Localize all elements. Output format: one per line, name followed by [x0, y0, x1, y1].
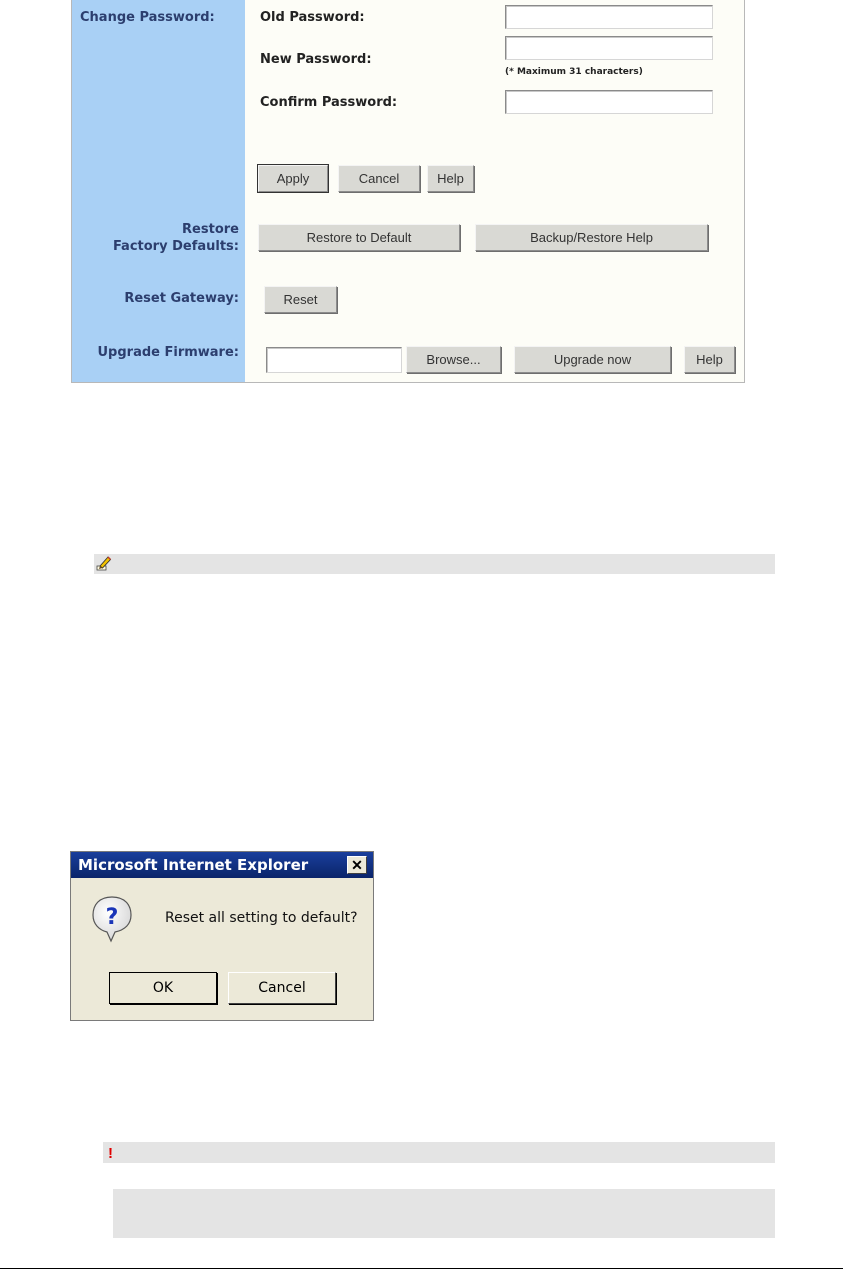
- restore-default-button[interactable]: Restore to Default: [258, 224, 460, 251]
- browse-button[interactable]: Browse...: [406, 346, 501, 373]
- dialog-message: Reset all setting to default?: [165, 910, 358, 926]
- reset-button[interactable]: Reset: [264, 286, 337, 313]
- reset-gateway-label: Reset Gateway:: [124, 291, 239, 306]
- restore-label-line2: Factory Defaults:: [112, 239, 239, 254]
- warning-content-box: [113, 1189, 775, 1238]
- new-password-input[interactable]: [505, 36, 713, 60]
- upgrade-now-button[interactable]: Upgrade now: [514, 346, 671, 373]
- dialog-title: Microsoft Internet Explorer: [78, 856, 309, 874]
- change-password-label: Change Password:: [80, 10, 215, 25]
- dialog-cancel-button[interactable]: Cancel: [228, 972, 336, 1004]
- dialog-titlebar: [71, 852, 373, 878]
- apply-button[interactable]: Apply: [258, 165, 328, 192]
- old-password-label: Old Password:: [260, 10, 365, 25]
- page-bottom-rule: [0, 1268, 843, 1269]
- close-icon[interactable]: ✕: [347, 856, 367, 874]
- question-icon: [91, 895, 133, 943]
- exclamation-icon: !: [108, 1145, 113, 1162]
- upgrade-help-button[interactable]: Help: [684, 346, 735, 373]
- settings-sidebar: [72, 0, 245, 382]
- firmware-file-input[interactable]: [266, 347, 402, 373]
- restore-label-line1: Restore: [182, 222, 239, 237]
- upgrade-firmware-label: Upgrade Firmware:: [97, 345, 239, 360]
- max-characters-note: (* Maximum 31 characters): [505, 67, 643, 77]
- warning-bar: [103, 1142, 775, 1163]
- pencil-icon: [96, 555, 112, 571]
- note-bar: [94, 554, 775, 574]
- password-help-button[interactable]: Help: [427, 165, 474, 192]
- ok-button[interactable]: OK: [109, 972, 217, 1004]
- confirm-password-label: Confirm Password:: [260, 95, 398, 110]
- confirm-password-input[interactable]: [505, 90, 713, 114]
- cancel-button[interactable]: Cancel: [338, 165, 420, 192]
- svg-text:?: ?: [105, 905, 119, 930]
- confirm-dialog: [70, 851, 374, 1021]
- new-password-label: New Password:: [260, 52, 372, 67]
- old-password-input[interactable]: [505, 5, 713, 29]
- backup-restore-help-button[interactable]: Backup/Restore Help: [475, 224, 708, 251]
- settings-panel: [71, 0, 745, 383]
